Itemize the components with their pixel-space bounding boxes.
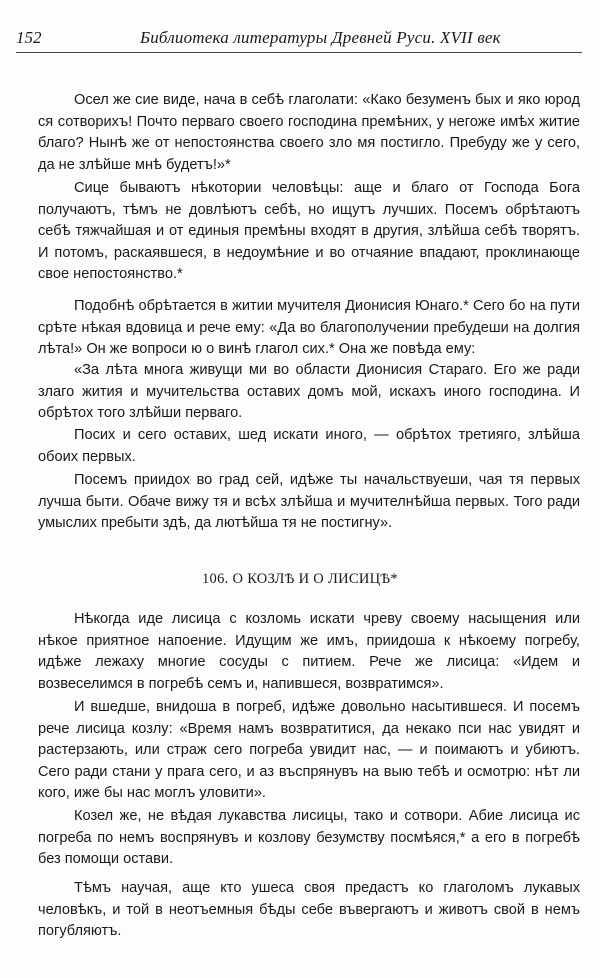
- paragraph-text: Подобнѣ обрѣтается в житии мучителя Дионисия Юнаго.* Сего бо на пути срѣте нѣкая вдовица и рече ему: «Да во благополучении пребудеши на долгия лѣта!» Он же вопроси ю о винѣ глагол сих.* Она же повѣда ему:: [38, 298, 580, 358]
- paragraph-text: Тѣмъ научая, аще кто ушеса своя предастъ ко глаголомъ лукавых человѣкъ, и той в неотъемныя бѣды себе въвергаютъ и животъ свой в немъ погубляютъ.: [38, 880, 580, 940]
- paragraph-text: И вшедше, внидоша в погреб, идѣже довольно насытившеся. И посемъ рече лисица козлу: «Время намъ возвратитися, да некако пси нас увидят и растерзають, или страж сего погреба увидит нас, — и поимаютъ и убиютъ. Сего ради стани у прага сего, и аз въспрянувъ на выю тебѣ и осмотрю: нѣт ли кого, иже бы нас моглъ уловити».: [38, 699, 580, 802]
- paragraph-widow-speech-3: [38, 470, 580, 535]
- paragraph-fable-1: [38, 609, 580, 695]
- paragraph-text: Осел же сие виде, нача в себѣ глаголати: «Како безуменъ бых и яко юрод ся сотворихъ! Почто перваго своего господина премѣних, у негоже имѣх житие благо? Нынѣ же от непостоянства своего зло мя постигло. Пребуду же у сего, да не злѣйше мнѣ будетъ!»*: [38, 92, 580, 173]
- paragraph-widow-speech-1: [38, 360, 580, 425]
- paragraph-fable-moral: [38, 878, 580, 943]
- paragraph-donkey-speech: [38, 90, 580, 176]
- paragraph-text: Сице бываютъ нѣкотории человѣцы: аще и благо от Господа Бога получаютъ, тѣмъ не довлѣютъ себѣ, но ищутъ лучших. Посемъ обрѣтаютъ себѣ тяжчайшая и от единыя премѣны входят в другия, злѣйша себѣ творятъ. И потомъ, раскаявшеся, в недоумѣние и во отчаяние впадают, проклинающе свое непостоянство.*: [38, 180, 580, 283]
- paragraph-moral: [38, 178, 580, 286]
- paragraph-text: Нѣкогда иде лисица с козломь искати чреву своему насыщения или нѣкое приятное напоение. Идущим же имъ, приидоша к нѣкоему погребу, идѣже лежаху многие сосуды с питием. Рече же лисица: «Идем и возвеселимся в погребѣ семъ и, напившеся, возвратимся».: [38, 611, 580, 692]
- page-number: 152: [16, 28, 42, 47]
- paragraph-text: Посемъ приидох во град сей, идѣже ты начальствуеши, чая тя первых лучша быти. Обаче вижу тя и всѣх злѣйша и мучителнѣйша первых. Того ради умыслих пребыти здѣ, да лютѣйша тя не постигну».: [38, 472, 580, 532]
- paragraph-fable-2: [38, 697, 580, 805]
- paragraph-dionysius: [38, 296, 580, 361]
- paragraph-text: «За лѣта многа живущи ми во области Дионисия Стараго. Его же ради злаго жития и мучительства оставих домъ мой, искахъ иного господина. И обрѣтох того злѣйши перваго.: [38, 362, 580, 422]
- paragraph-widow-speech-2: [38, 425, 580, 468]
- paragraph-fable-3: [38, 806, 580, 871]
- running-header: [16, 28, 582, 53]
- running-title: Библиотека литературы Древней Руси. XVII век: [140, 28, 501, 47]
- paragraph-text: Посих и сего оставих, шед искати иного, — обрѣтох третияго, злѣйша обоих первых.: [38, 427, 580, 465]
- chapter-title: 106. О КОЗЛѢ И О ЛИСИЦѢ*: [202, 571, 398, 587]
- paragraph-text: Козел же, не вѣдая лукавства лисицы, тако и сотвори. Абие лисица ис погреба по немъ воспрянувъ и козлову безумству посмѣяся,* а его в погребѣ без помощи остави.: [38, 808, 580, 868]
